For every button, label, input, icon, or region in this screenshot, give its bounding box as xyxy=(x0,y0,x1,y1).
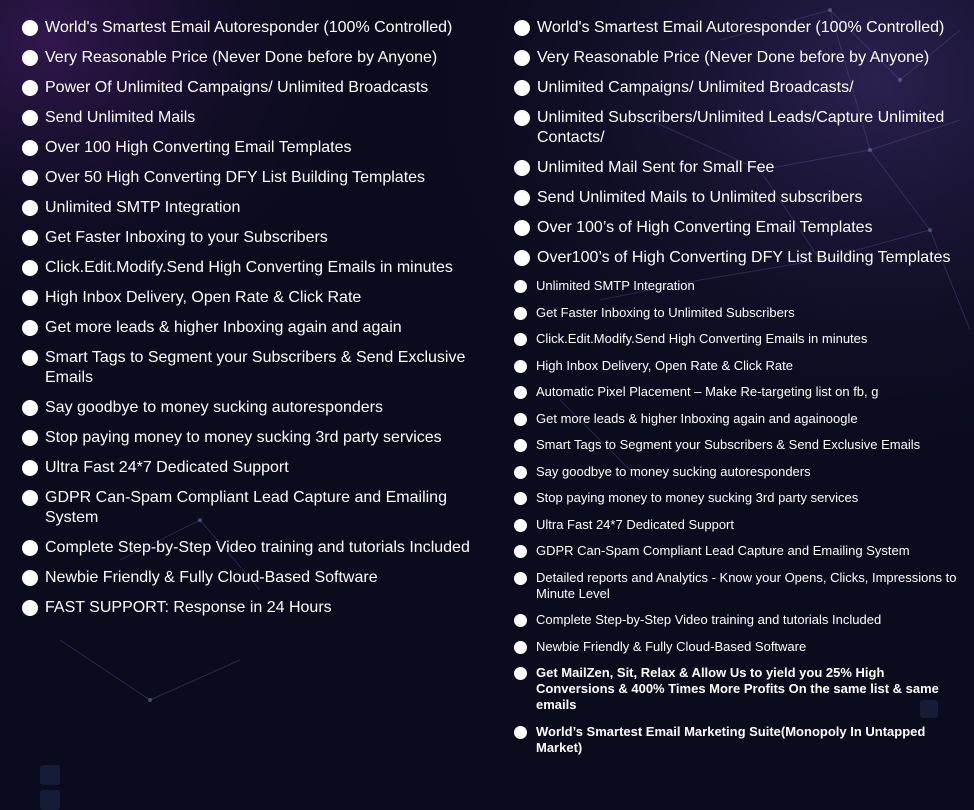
list-item: Smart Tags to Segment your Subscribers & Send Exclusive Emails xyxy=(22,348,472,388)
list-item: GDPR Can-Spam Compliant Lead Capture and Emailing System xyxy=(22,488,472,528)
list-item: Ultra Fast 24*7 Dedicated Support xyxy=(514,517,959,533)
list-item: Get Faster Inboxing to your Subscribers xyxy=(22,228,472,248)
list-item: Complete Step-by-Step Video training and tutorials Included xyxy=(22,538,472,558)
bullet-icon xyxy=(514,726,527,739)
bullet-icon xyxy=(22,80,38,96)
bullet-icon xyxy=(22,540,38,556)
bullet-icon xyxy=(22,570,38,586)
bullet-icon xyxy=(514,667,527,680)
bullet-icon xyxy=(514,333,527,346)
list-item: Ultra Fast 24*7 Dedicated Support xyxy=(22,458,472,478)
list-item: GDPR Can-Spam Compliant Lead Capture and Emailing System xyxy=(514,543,959,559)
list-item: Detailed reports and Analytics - Know your Opens, Clicks, Impressions to Minute Level xyxy=(514,570,959,602)
bullet-icon xyxy=(514,572,527,585)
list-item: Very Reasonable Price (Never Done before by Anyone) xyxy=(22,48,472,68)
bullet-icon xyxy=(22,290,38,306)
list-item: World’s Smartest Email Marketing Suite(Monopoly In Untapped Market) xyxy=(514,724,959,756)
bullet-icon xyxy=(514,110,530,126)
list-item: FAST SUPPORT: Response in 24 Hours xyxy=(22,598,472,618)
list-item: Newbie Friendly & Fully Cloud-Based Software xyxy=(22,568,472,588)
list-item: High Inbox Delivery, Open Rate & Click Rate xyxy=(22,288,472,308)
list-item: Unlimited Subscribers/Unlimited Leads/Capture Unlimited Contacts/ xyxy=(514,108,959,148)
list-item: Complete Step-by-Step Video training and tutorials Included xyxy=(514,612,959,628)
bullet-icon xyxy=(22,350,38,366)
bullet-icon xyxy=(22,20,38,36)
bullet-icon xyxy=(22,170,38,186)
bullet-icon xyxy=(22,200,38,216)
bullet-icon xyxy=(22,50,38,66)
list-item: Get MailZen, Sit, Relax & Allow Us to yield you 25% High Conversions & 400% Times More Profits On the same list & same emails xyxy=(514,665,959,713)
right-feature-list-large xyxy=(514,18,959,268)
list-item: Unlimited SMTP Integration xyxy=(514,278,959,294)
bullet-icon xyxy=(514,466,527,479)
list-item: Get more leads & higher Inboxing again and againoogle xyxy=(514,411,959,427)
bullet-icon xyxy=(514,439,527,452)
bullet-icon xyxy=(22,490,38,506)
bullet-icon xyxy=(514,190,530,206)
list-item: Over100’s of High Converting DFY List Building Templates xyxy=(514,248,959,268)
bullet-icon xyxy=(22,460,38,476)
bullet-icon xyxy=(514,545,527,558)
list-item: Newbie Friendly & Fully Cloud-Based Software xyxy=(514,639,959,655)
bullet-icon xyxy=(22,110,38,126)
right-feature-column xyxy=(514,18,959,766)
bullet-icon xyxy=(514,280,527,293)
bullet-icon xyxy=(514,220,530,236)
bullet-icon xyxy=(22,230,38,246)
list-item: Automatic Pixel Placement – Make Re-targeting list on fb, g xyxy=(514,384,959,400)
list-item: High Inbox Delivery, Open Rate & Click Rate xyxy=(514,358,959,374)
left-feature-column xyxy=(22,18,472,628)
bullet-icon xyxy=(514,386,527,399)
list-item: Over 50 High Converting DFY List Building Templates xyxy=(22,168,472,188)
left-feature-list xyxy=(22,18,472,618)
list-item: Stop paying money to money sucking 3rd party services xyxy=(514,490,959,506)
bullet-icon xyxy=(514,50,530,66)
list-item: Unlimited SMTP Integration xyxy=(22,198,472,218)
list-item: Very Reasonable Price (Never Done before by Anyone) xyxy=(514,48,959,68)
list-item: Over 100 High Converting Email Templates xyxy=(22,138,472,158)
list-item: Unlimited Campaigns/ Unlimited Broadcasts/ xyxy=(514,78,959,98)
bullet-icon xyxy=(514,20,530,36)
bullet-icon xyxy=(514,307,527,320)
bullet-icon xyxy=(514,80,530,96)
bullet-icon xyxy=(22,430,38,446)
list-item: Get Faster Inboxing to Unlimited Subscribers xyxy=(514,305,959,321)
list-item: Click.Edit.Modify.Send High Converting Emails in minutes xyxy=(22,258,472,278)
list-item: Stop paying money to money sucking 3rd party services xyxy=(22,428,472,448)
list-item: World's Smartest Email Autoresponder (100% Controlled) xyxy=(514,18,959,38)
list-item: Say goodbye to money sucking autoresponders xyxy=(22,398,472,418)
bullet-icon xyxy=(22,260,38,276)
bullet-icon xyxy=(514,614,527,627)
right-feature-list-small xyxy=(514,278,959,756)
list-item: Click.Edit.Modify.Send High Converting Emails in minutes xyxy=(514,331,959,347)
list-item: Send Unlimited Mails xyxy=(22,108,472,128)
bullet-icon xyxy=(514,492,527,505)
list-item: Say goodbye to money sucking autoresponders xyxy=(514,464,959,480)
list-item: Unlimited Mail Sent for Small Fee xyxy=(514,158,959,178)
bullet-icon xyxy=(22,400,38,416)
bullet-icon xyxy=(22,140,38,156)
list-item: Power Of Unlimited Campaigns/ Unlimited Broadcasts xyxy=(22,78,472,98)
bullet-icon xyxy=(514,160,530,176)
bullet-icon xyxy=(22,600,38,616)
list-item: World's Smartest Email Autoresponder (100% Controlled) xyxy=(22,18,472,38)
list-item: Get more leads & higher Inboxing again and again xyxy=(22,318,472,338)
bullet-icon xyxy=(514,641,527,654)
bullet-icon xyxy=(22,320,38,336)
list-item: Smart Tags to Segment your Subscribers & Send Exclusive Emails xyxy=(514,437,959,453)
bullet-icon xyxy=(514,250,530,266)
list-item: Over 100’s of High Converting Email Templates xyxy=(514,218,959,238)
bullet-icon xyxy=(514,360,527,373)
bullet-icon xyxy=(514,413,527,426)
list-item: Send Unlimited Mails to Unlimited subscribers xyxy=(514,188,959,208)
bullet-icon xyxy=(514,519,527,532)
